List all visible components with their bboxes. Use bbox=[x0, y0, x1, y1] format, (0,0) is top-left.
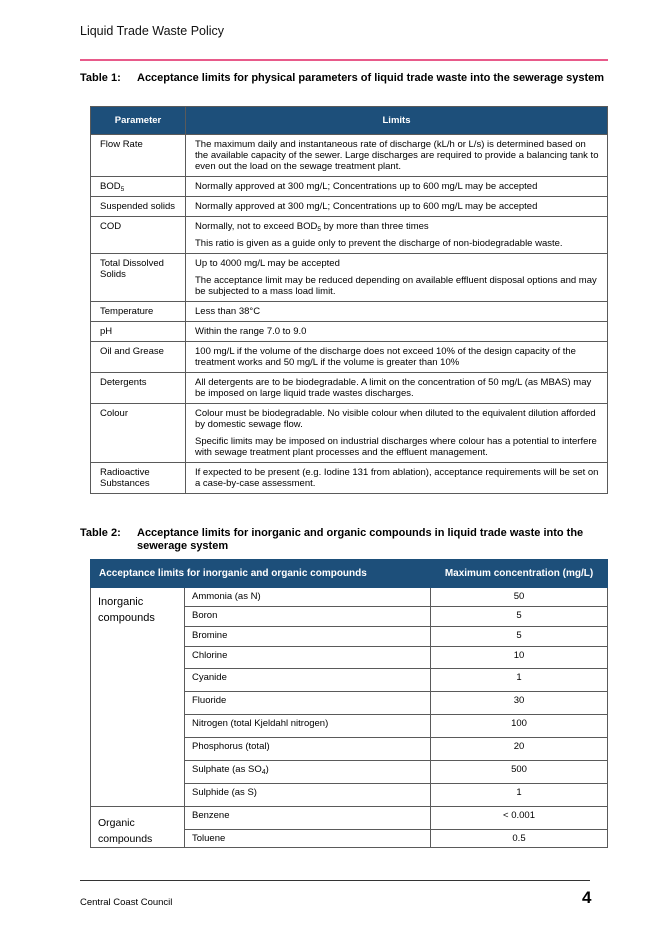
group-inorganic: Inorganic compounds bbox=[91, 588, 185, 807]
compound-value: 500 bbox=[431, 761, 608, 784]
footer-rule bbox=[80, 880, 590, 881]
table-row bbox=[91, 342, 608, 373]
limits-cell: Normally, not to exceed $BOD_5$ by more than three times This ratio is given as a guide only to prevent the discharge of non-biodegradable waste. bbox=[186, 217, 608, 254]
table-row bbox=[91, 807, 608, 830]
parameter-cell: Flow Rate bbox=[91, 135, 186, 177]
limits-cell: Within the range 7.0 to 9.0 bbox=[186, 322, 608, 342]
compound-name: Sulphide (as S) bbox=[185, 784, 431, 807]
parameter-cell: pH bbox=[91, 322, 186, 342]
compound-name: Ammonia (as N) bbox=[185, 588, 431, 607]
compound-value: 10 bbox=[431, 647, 608, 669]
table1-title: Acceptance limits for physical parameters of liquid trade waste into the sewerage system bbox=[137, 72, 605, 84]
col-header-compounds: Acceptance limits for inorganic and organic compounds bbox=[91, 560, 431, 588]
parameter-cell: Detergents bbox=[91, 373, 186, 404]
compound-name: Sulphate (as $SO_4$) bbox=[185, 761, 431, 784]
compounds-table bbox=[90, 559, 608, 848]
col-header-limits: Limits bbox=[186, 107, 608, 135]
parameter-cell: Radioactive Substances bbox=[91, 463, 186, 494]
limits-cell: Up to 4000 mg/L may be accepted The acceptance limit may be reduced depending on available effluent disposal options and may be subjected to a mass load limit. bbox=[186, 254, 608, 302]
table-row bbox=[91, 588, 608, 607]
table-row bbox=[91, 373, 608, 404]
table-row bbox=[91, 463, 608, 494]
physical-parameters-table bbox=[90, 106, 608, 494]
compound-name: Cyanide bbox=[185, 669, 431, 692]
compound-name: Bromine bbox=[185, 627, 431, 647]
limits-cell: All detergents are to be biodegradable. A limit on the concentration of 50 mg/L (as MBAS) may be imposed on large liquid trade wastes discharges. bbox=[186, 373, 608, 404]
page-number: 4 bbox=[582, 888, 592, 907]
compound-name: Chlorine bbox=[185, 647, 431, 669]
parameter-cell: Total Dissolved Solids bbox=[91, 254, 186, 302]
parameter-cell: Oil and Grease bbox=[91, 342, 186, 373]
table-row bbox=[91, 217, 608, 254]
limits-cell: If expected to be present (e.g. Iodine 131 from ablation), acceptance requirements will be set on a case-by-case assessment. bbox=[186, 463, 608, 494]
table-row bbox=[91, 322, 608, 342]
table-row bbox=[91, 404, 608, 463]
compound-value: 50 bbox=[431, 588, 608, 607]
table-row bbox=[91, 302, 608, 322]
compound-name: Phosphorus (total) bbox=[185, 738, 431, 761]
table2-number: Table 2: bbox=[80, 527, 121, 539]
parameter-cell: $BOD_5$ bbox=[91, 177, 186, 197]
limits-cell: 100 mg/L if the volume of the discharge does not exceed 10% of the design capacity of the treatment works and 50 mg/L if the volume is greater than 10% bbox=[186, 342, 608, 373]
table1-caption bbox=[80, 72, 608, 85]
compound-value: 1 bbox=[431, 784, 608, 807]
compound-value: 30 bbox=[431, 692, 608, 715]
limits-cell: Less than 38°C bbox=[186, 302, 608, 322]
compound-value: 1 bbox=[431, 669, 608, 692]
compound-name: Benzene bbox=[185, 807, 431, 830]
compound-value: 100 bbox=[431, 715, 608, 738]
parameter-cell: Colour bbox=[91, 404, 186, 463]
compound-value: < 0.001 bbox=[431, 807, 608, 830]
col-header-parameter: Parameter bbox=[91, 107, 186, 135]
compound-value: 5 bbox=[431, 627, 608, 647]
parameter-cell: Temperature bbox=[91, 302, 186, 322]
compound-name: Toluene bbox=[185, 829, 431, 847]
table-row bbox=[91, 135, 608, 177]
col-header-max-concentration: Maximum concentration (mg/L) bbox=[431, 560, 608, 588]
parameter-cell: Suspended solids bbox=[91, 197, 186, 217]
table-row bbox=[91, 177, 608, 197]
compound-value: 5 bbox=[431, 607, 608, 627]
limits-cell: Colour must be biodegradable. No visible colour when diluted to the equivalent dilution afforded by domestic sewage flow. Specific limits may be imposed on industrial discharges where colour has a potential to interfere with sewage treatment plant processes and the effluent management. bbox=[186, 404, 608, 463]
compound-value: 20 bbox=[431, 738, 608, 761]
compound-value: 0.5 bbox=[431, 829, 608, 847]
table2-title: Acceptance limits for inorganic and organic compounds in liquid trade waste into the sewerage system bbox=[137, 527, 584, 552]
limits-cell: Normally approved at 300 mg/L; Concentrations up to 600 mg/L may be accepted bbox=[186, 177, 608, 197]
table-row bbox=[91, 197, 608, 217]
limits-cell: The maximum daily and instantaneous rate of discharge (kL/h or L/s) is determined based on the available capacity of the sewer. Large discharges are required to provide a balancing tank to even out the load on the sewage treatment plant. bbox=[186, 135, 608, 177]
table1-number: Table 1: bbox=[80, 72, 121, 84]
compound-name: Nitrogen (total Kjeldahl nitrogen) bbox=[185, 715, 431, 738]
table2-caption bbox=[80, 527, 608, 553]
group-organic: Organic compounds bbox=[91, 807, 185, 848]
header-rule bbox=[80, 59, 608, 61]
parameter-cell: COD bbox=[91, 217, 186, 254]
limits-cell: Normally approved at 300 mg/L; Concentrations up to 600 mg/L may be accepted bbox=[186, 197, 608, 217]
table-row bbox=[91, 254, 608, 302]
compound-name: Boron bbox=[185, 607, 431, 627]
running-header: Liquid Trade Waste Policy bbox=[80, 24, 225, 38]
footer-organisation: Central Coast Council bbox=[80, 897, 173, 908]
compound-name: Fluoride bbox=[185, 692, 431, 715]
